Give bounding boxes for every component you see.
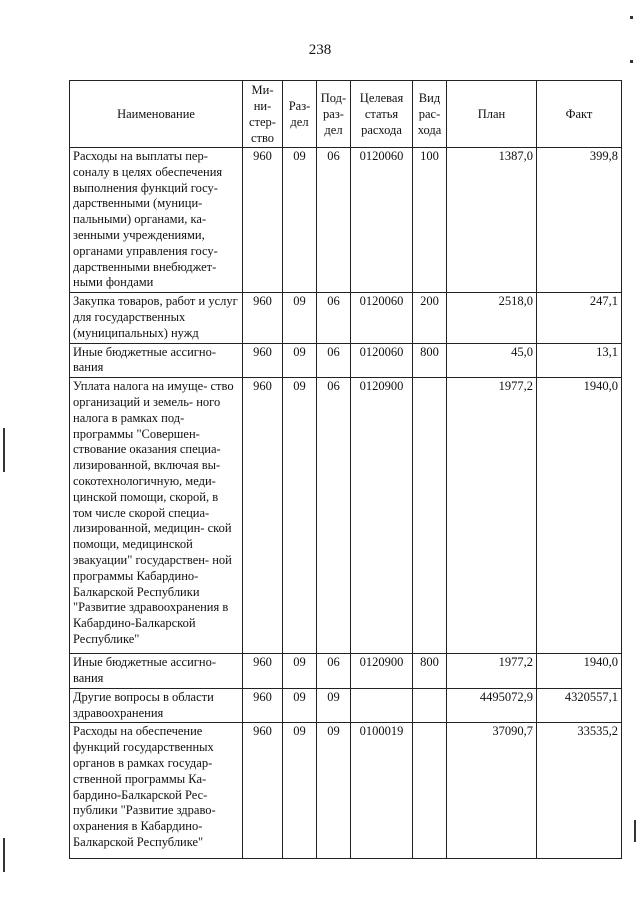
row-ministry: 960	[243, 293, 283, 343]
row-fact: 247,1	[537, 293, 622, 343]
row-target: 0120060	[351, 148, 413, 293]
table-row	[70, 148, 622, 293]
row-section: 09	[283, 148, 317, 293]
row-name: Расходы на обеспечение функций государственных органов в рамках государ- ственной программы Ка- бардино-Балкарской Рес- публики "Развитие здраво- охранения в Кабардино- Балкарской Республике"	[70, 723, 243, 859]
row-ministry: 960	[243, 688, 283, 723]
row-fact: 1940,0	[537, 654, 622, 689]
budget-table	[69, 80, 622, 859]
row-section: 09	[283, 293, 317, 343]
page-number: 238	[308, 42, 332, 58]
row-type: 800	[413, 343, 447, 378]
header-subsection: Под- раз- дел	[317, 81, 351, 148]
row-subsection: 06	[317, 293, 351, 343]
row-type	[413, 723, 447, 859]
header-fact: Факт	[537, 81, 622, 148]
row-name: Расходы на выплаты пер- соналу в целях обеспечения выполнения функций госу- дарственными (муници- пальными) органами, ка- зенными учреждениями, органами управления госу- дарственными внебюджет- ными фондами	[70, 148, 243, 293]
row-plan: 4495072,9	[447, 688, 537, 723]
row-type: 100	[413, 148, 447, 293]
row-subsection: 06	[317, 343, 351, 378]
row-ministry: 960	[243, 378, 283, 654]
scan-mark-right-top	[630, 16, 633, 19]
row-ministry: 960	[243, 343, 283, 378]
table-row	[70, 378, 622, 654]
row-plan: 45,0	[447, 343, 537, 378]
row-section: 09	[283, 654, 317, 689]
row-name: Уплата налога на имуще- ство организаций и земель- ного налога в рамках под- программы "Совершен- ствование оказания специа- лизированной, включая вы- сокотехнологичную, меди- цинской помощи, скорой, в том числе скорой специа- лизированной, медицин- ской помощи, медицинской эвакуации" государствен- ной программы Кабардино- Балкарской Республики "Развитие здравоохранения в Кабардино-Балкарской Республике"	[70, 378, 243, 654]
row-section: 09	[283, 723, 317, 859]
row-plan: 37090,7	[447, 723, 537, 859]
header-type: Вид рас- хода	[413, 81, 447, 148]
row-ministry: 960	[243, 654, 283, 689]
row-plan: 1977,2	[447, 654, 537, 689]
header-name: Наименование	[70, 81, 243, 148]
row-plan: 1977,2	[447, 378, 537, 654]
row-name: Иные бюджетные ассигно- вания	[70, 343, 243, 378]
row-section: 09	[283, 688, 317, 723]
table-row	[70, 654, 622, 689]
row-type: 800	[413, 654, 447, 689]
row-fact: 399,8	[537, 148, 622, 293]
scan-mark-right-dot	[630, 60, 633, 63]
row-name: Другие вопросы в области здравоохранения	[70, 688, 243, 723]
scan-mark-right	[634, 820, 636, 842]
table-row	[70, 293, 622, 343]
row-section: 09	[283, 343, 317, 378]
row-target: 0120060	[351, 343, 413, 378]
row-fact: 13,1	[537, 343, 622, 378]
header-target: Целевая статья расхода	[351, 81, 413, 148]
row-target: 0120900	[351, 378, 413, 654]
row-fact: 1940,0	[537, 378, 622, 654]
row-name: Закупка товаров, работ и услуг для государственных (муниципальных) нужд	[70, 293, 243, 343]
row-fact: 33535,2	[537, 723, 622, 859]
row-ministry: 960	[243, 723, 283, 859]
header-row	[70, 81, 622, 148]
row-subsection: 09	[317, 723, 351, 859]
table-row	[70, 723, 622, 859]
header-plan: План	[447, 81, 537, 148]
row-ministry: 960	[243, 148, 283, 293]
row-target: 0120060	[351, 293, 413, 343]
row-plan: 1387,0	[447, 148, 537, 293]
header-ministry: Ми- ни- стер- ство	[243, 81, 283, 148]
row-target: 0120900	[351, 654, 413, 689]
table-row	[70, 688, 622, 723]
row-fact: 4320557,1	[537, 688, 622, 723]
table-row	[70, 343, 622, 378]
row-subsection: 06	[317, 654, 351, 689]
row-subsection: 09	[317, 688, 351, 723]
row-target: 0100019	[351, 723, 413, 859]
row-subsection: 06	[317, 148, 351, 293]
header-section: Раз- дел	[283, 81, 317, 148]
row-section: 09	[283, 378, 317, 654]
row-target	[351, 688, 413, 723]
row-plan: 2518,0	[447, 293, 537, 343]
scan-mark-left-lower	[3, 838, 5, 872]
row-type	[413, 688, 447, 723]
scan-mark-left	[3, 428, 5, 472]
row-type: 200	[413, 293, 447, 343]
row-type	[413, 378, 447, 654]
row-name: Иные бюджетные ассигно- вания	[70, 654, 243, 689]
row-subsection: 06	[317, 378, 351, 654]
